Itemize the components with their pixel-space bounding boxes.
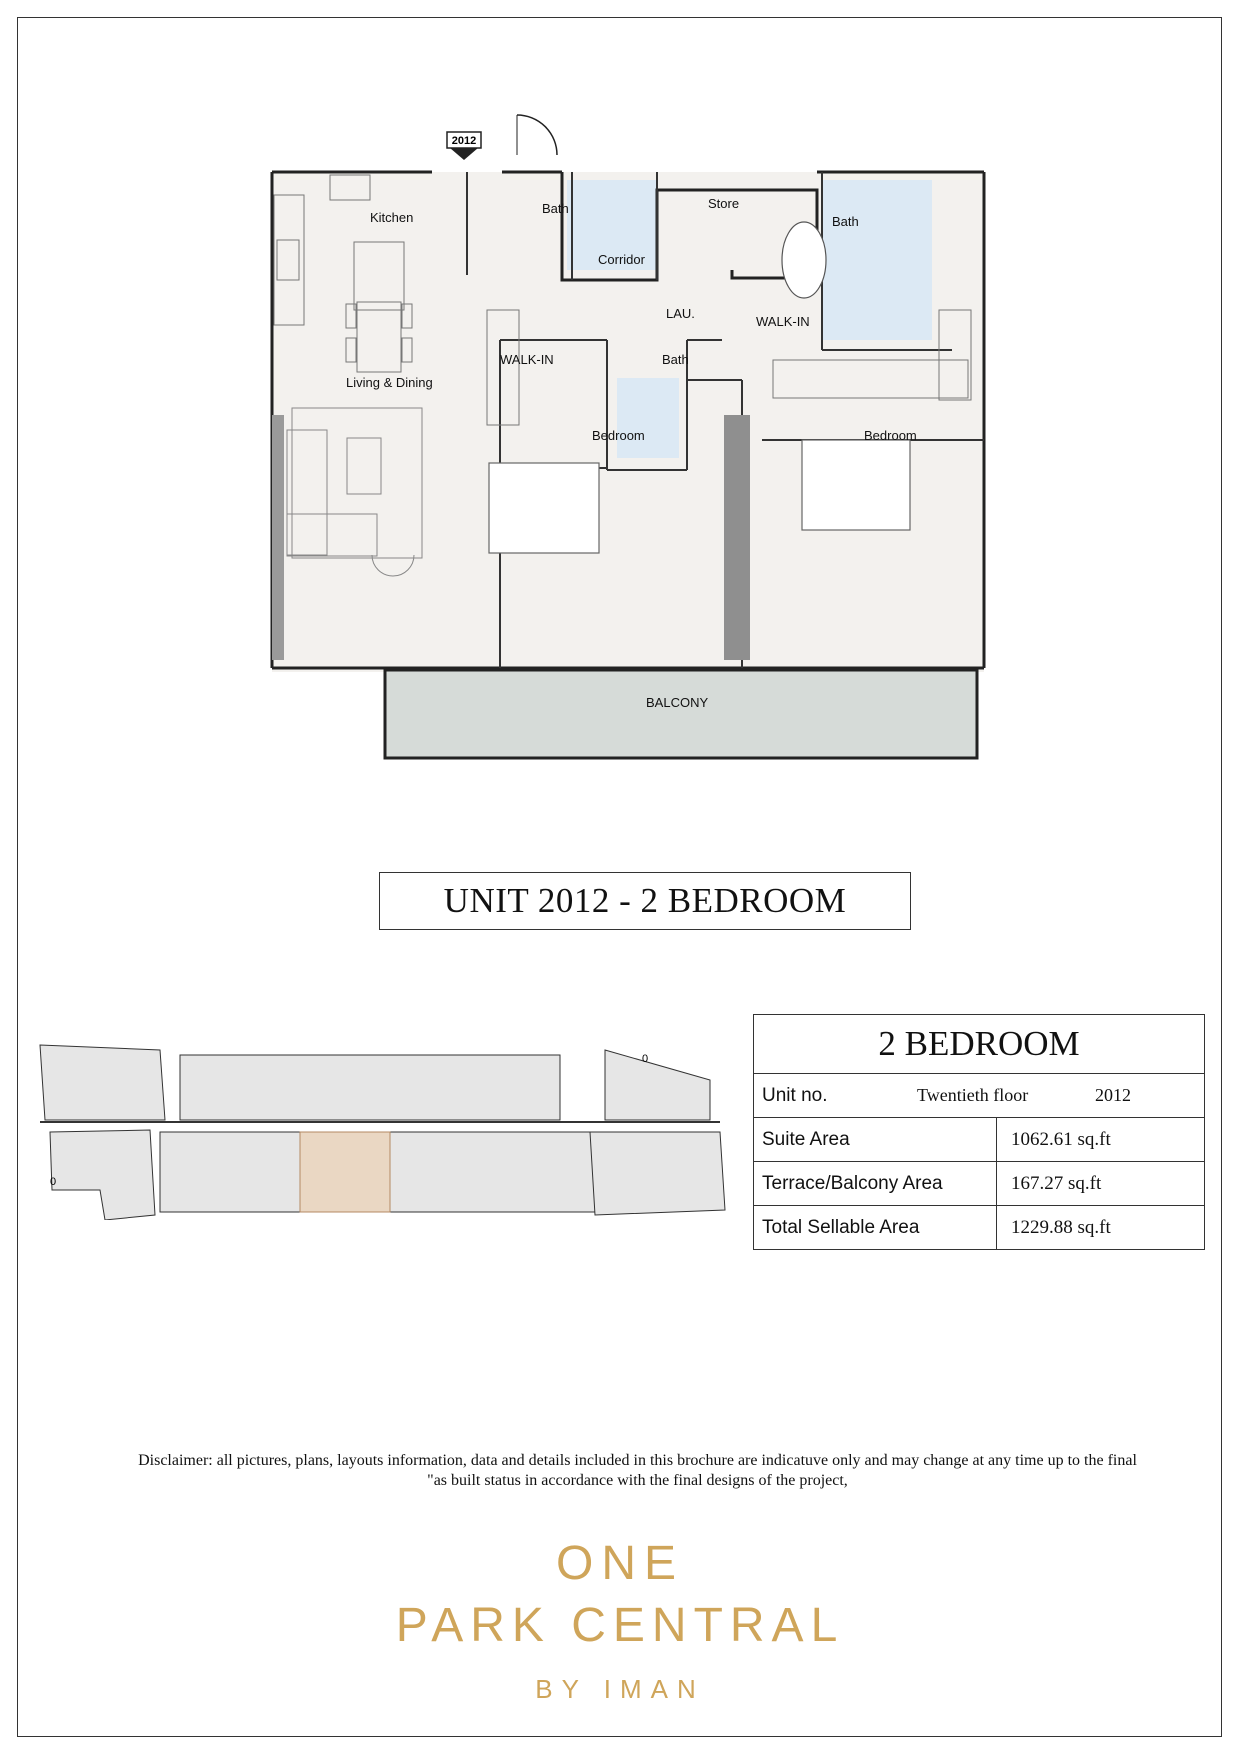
room-laundry: LAU. [666, 306, 695, 321]
key-plan [30, 1040, 735, 1220]
disclaimer-line-1: Disclaimer: all pictures, plans, layouts information, data and details included in this brochure are indicatuve only and may change at any time up to the final [138, 1452, 1137, 1469]
logo-line-1: ONE [555, 1537, 684, 1590]
spec-row-total [754, 1206, 1205, 1250]
spec-table [753, 1014, 1205, 1250]
room-bedroom-1: Bedroom [592, 428, 645, 443]
key-plan-drawing [30, 1040, 735, 1220]
bed-2 [802, 440, 910, 530]
unit-number: 2012 [1095, 1085, 1131, 1105]
disclaimer-line-2: "as built status in accordance with the final designs of the project, [427, 1472, 848, 1489]
unit-highlight [300, 1132, 390, 1212]
total-area-value: 1229.88 sq.ft [997, 1206, 1205, 1250]
room-bath-1: Bath [542, 201, 569, 216]
room-walkin-1: WALK-IN [500, 352, 554, 367]
disclaimer [60, 1451, 1215, 1491]
room-bath-3: Bath [662, 352, 689, 367]
logo-line-3: BY IMAN [535, 1674, 705, 1704]
logo-line-2: PARK CENTRAL [395, 1599, 845, 1652]
room-kitchen: Kitchen [370, 210, 414, 225]
column-left [272, 415, 284, 660]
unit-floor: Twentieth floor [917, 1085, 1029, 1105]
room-store: Store [708, 196, 740, 211]
north-mark-1: 0 [642, 1053, 649, 1065]
room-balcony: BALCONY [646, 695, 709, 710]
unit-title: UNIT 2012 - 2 BEDROOM [379, 872, 911, 930]
north-mark-2: 0 [50, 1176, 57, 1188]
room-corridor: Corridor [598, 252, 645, 267]
column-mid [724, 415, 750, 660]
room-living-dining: Living & Dining [346, 375, 433, 390]
spec-header: 2 BEDROOM [754, 1015, 1205, 1074]
room-bedroom-2: Bedroom [864, 428, 917, 443]
entry-tag-label: 2012 [451, 135, 477, 147]
floor-plan-drawing [262, 110, 992, 760]
entry-door-swing [517, 115, 557, 155]
spec-row-balcony [754, 1162, 1205, 1206]
bed-1 [489, 463, 599, 553]
balcony-area [385, 670, 977, 758]
unit-number-row [754, 1074, 1205, 1118]
entry-tag [447, 132, 481, 160]
bathtub [782, 222, 826, 298]
spec-row-suite [754, 1118, 1205, 1162]
total-area-label: Total Sellable Area [754, 1206, 997, 1250]
brand-logo [360, 1530, 880, 1710]
room-bath-2: Bath [832, 214, 859, 229]
floor-plan [262, 110, 992, 760]
spec-header-row [754, 1015, 1205, 1074]
room-walkin-2: WALK-IN [756, 314, 810, 329]
suite-area-value: 1062.61 sq.ft [997, 1118, 1205, 1162]
suite-area-label: Suite Area [754, 1118, 997, 1162]
bath-2-tiles [822, 180, 932, 340]
balcony-area-value: 167.27 sq.ft [997, 1162, 1205, 1206]
bath-3-tiles [617, 378, 679, 458]
balcony-area-label: Terrace/Balcony Area [754, 1162, 997, 1206]
unit-label: Unit no. [762, 1084, 828, 1106]
